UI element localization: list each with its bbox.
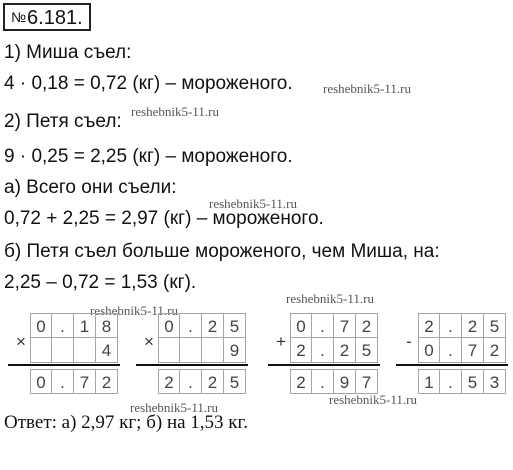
step-1-equation: 4 · 0,18 = 0,72 (кг) – мороженого. xyxy=(4,73,293,94)
part-a-equation: 0,72 + 2,25 = 2,97 (кг) – мороженого. xyxy=(4,208,324,229)
operand-digit-cell: 7 xyxy=(462,338,484,363)
result-digit-cell: 7 xyxy=(74,369,96,394)
operand-digit-cell: . xyxy=(440,338,462,363)
result-digit-cell: 7 xyxy=(356,369,378,394)
operand-digit-cell: . xyxy=(180,313,202,338)
operand-digit-cell: . xyxy=(312,313,334,338)
result-digit-cell: . xyxy=(180,369,202,394)
operand-digit-cell: 5 xyxy=(224,313,246,338)
answer-line: Ответ: а) 2,97 кг; б) на 1,53 кг. xyxy=(4,412,248,433)
result-underline xyxy=(396,364,508,366)
result-digit-cell: 9 xyxy=(334,369,356,394)
operand-digit-cell xyxy=(202,338,224,363)
result-digit-cell: . xyxy=(312,369,334,394)
operand-digit-cell: 2 xyxy=(356,313,378,338)
step-1-heading: 1) Миша съел: xyxy=(4,42,132,63)
operand-digit-cell: 2 xyxy=(462,313,484,338)
operator-sign: × xyxy=(144,331,154,351)
result-digit-cell: 5 xyxy=(462,369,484,394)
result-digit-cell: 0 xyxy=(30,369,52,394)
result-digit-cell: 3 xyxy=(484,369,506,394)
operator-sign: × xyxy=(16,331,26,351)
result-underline xyxy=(136,364,248,366)
operand-digit-cell xyxy=(52,338,74,363)
operator-sign: - xyxy=(406,331,412,351)
operand-digit-cell xyxy=(158,338,180,363)
result-digit-cell: . xyxy=(52,369,74,394)
result-underline xyxy=(8,364,120,366)
operand-digit-cell: 0 xyxy=(158,313,180,338)
operand-digit-cell: 2 xyxy=(290,338,312,363)
operand-digit-cell: 5 xyxy=(356,338,378,363)
operand-digit-cell: 1 xyxy=(74,313,96,338)
operand-digit-cell: 2 xyxy=(334,338,356,363)
problem-number: 6.181. xyxy=(27,7,83,29)
step-2-heading: 2) Петя съел: xyxy=(4,111,122,132)
operand-digit-cell: . xyxy=(312,338,334,363)
operand-digit-cell: 2 xyxy=(418,313,440,338)
operand-digit-cell: . xyxy=(440,313,462,338)
operand-digit-cell: 2 xyxy=(202,313,224,338)
watermark: reshebnik5-11.ru xyxy=(90,303,178,318)
operand-digit-cell: 0 xyxy=(30,313,52,338)
operand-digit-cell: 0 xyxy=(418,338,440,363)
watermark: reshebnik5-11.ru xyxy=(130,400,218,415)
operator-sign: + xyxy=(276,331,286,351)
number-sign: № xyxy=(11,9,27,25)
operand-digit-cell: 8 xyxy=(96,313,118,338)
watermark: reshebnik5-11.ru xyxy=(286,291,374,306)
watermark: reshebnik5-11.ru xyxy=(131,104,219,119)
result-digit-cell: 2 xyxy=(96,369,118,394)
step-2-equation: 9 · 0,25 = 2,25 (кг) – мороженого. xyxy=(4,146,293,167)
operand-digit-cell: . xyxy=(52,313,74,338)
operand-digit-cell xyxy=(180,338,202,363)
operand-digit-cell: 4 xyxy=(96,338,118,363)
watermark: reshebnik5-11.ru xyxy=(209,196,297,211)
part-b-equation: 2,25 – 0,72 = 1,53 (кг). xyxy=(4,272,197,293)
operand-digit-cell xyxy=(74,338,96,363)
operand-digit-cell: 2 xyxy=(484,338,506,363)
result-digit-cell: 2 xyxy=(158,369,180,394)
operand-digit-cell xyxy=(30,338,52,363)
operand-digit-cell: 5 xyxy=(484,313,506,338)
watermark: reshebnik5-11.ru xyxy=(329,392,417,407)
result-digit-cell: 2 xyxy=(202,369,224,394)
result-digit-cell: 5 xyxy=(224,369,246,394)
operand-digit-cell: 0 xyxy=(290,313,312,338)
result-digit-cell: 1 xyxy=(418,369,440,394)
operand-digit-cell: 9 xyxy=(224,338,246,363)
part-a-heading: а) Всего они съели: xyxy=(4,177,177,198)
result-digit-cell: . xyxy=(440,369,462,394)
part-b-heading: б) Петя съел больше мороженого, чем Миша, на: xyxy=(4,241,440,262)
result-underline xyxy=(268,364,380,366)
operand-digit-cell: 7 xyxy=(334,313,356,338)
problem-number-badge xyxy=(3,3,91,31)
result-digit-cell: 2 xyxy=(290,369,312,394)
watermark: reshebnik5-11.ru xyxy=(323,81,411,96)
